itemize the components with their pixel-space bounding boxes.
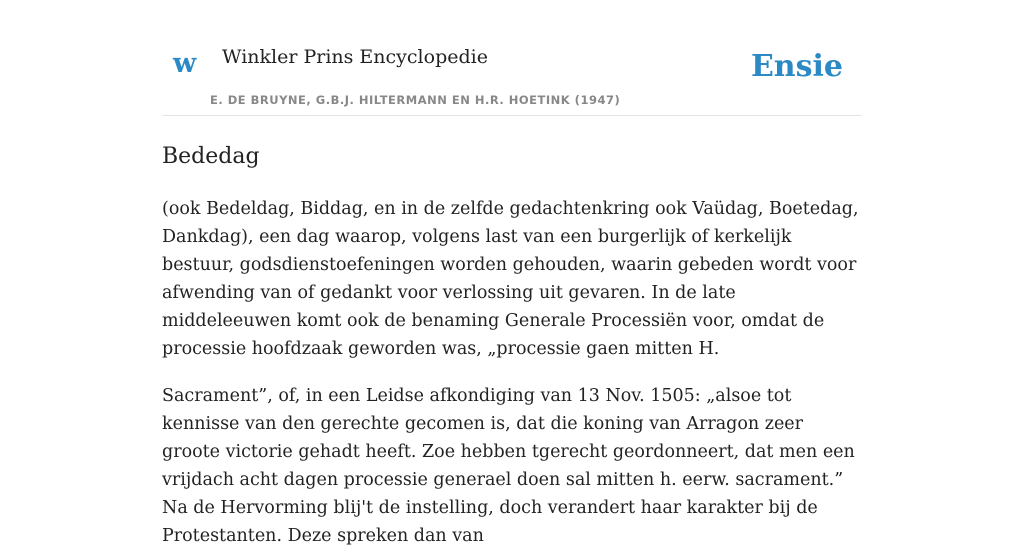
entry-title: Bededag: [162, 144, 260, 169]
ensie-brand-logo[interactable]: Ensie: [750, 49, 843, 84]
entry-paragraph-2: Sacrament”, of, in een Leidse afkondiging van 13 Nov. 1505: „alsoe tot kennisse van den gerechte gecomen is, dat die koning van Arragon zeer groote victorie gehadt heeft. Zoe hebben tgerecht geordonneert, dat men een vrijdach acht dagen processie generael doen sal mitten h. eerw. sacrament.” Na de Hervorming blij't de instelling, doch verandert haar karakter bij de Protestanten. Deze spreken dan van: [162, 386, 855, 547]
site-header: [162, 0, 862, 116]
authors-byline: E. DE BRUYNE, G.B.J. HILTERMANN EN H.R. HOETINK (1947): [210, 93, 621, 107]
entry-paragraph-1: (ook Bedeldag, Biddag, en in de zelfde gedachtenkring ook Vaüdag, Boetedag, Dankdag), een dag waarop, volgens last van een burgerlijk of kerkelijk bestuur, godsdienstoefeningen worden gehouden, waarin gebeden wordt voor afwending van of gedankt voor verlossing uit gevaren. In de late middeleeuwen komt ook de benaming Generale Processiën voor, omdat de processie hoofdzaak geworden was, „processie gaen mitten H.: [162, 199, 859, 360]
page: [162, 0, 862, 550]
site-logo-icon[interactable]: w: [173, 48, 197, 79]
site-title-link[interactable]: Winkler Prins Encyclopedie: [222, 46, 488, 68]
